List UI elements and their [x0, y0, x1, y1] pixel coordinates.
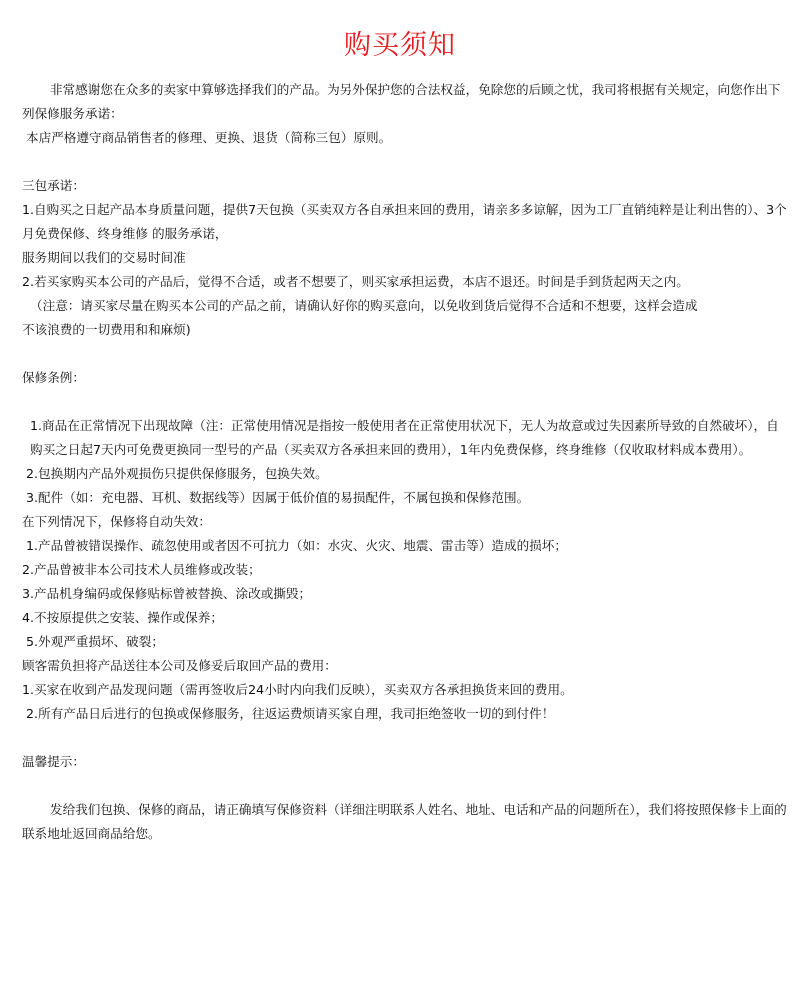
tips-paragraph: 发给我们包换、保修的商品，请正确填写保修资料（详细注明联系人姓名、地址、电话和产品的问题所在），我们将按照保修卡上面的联系地址返回商品给您。 — [22, 802, 787, 841]
void-item: 3.产品机身编码或保修贴标曾被替换、涂改或撕毁； — [22, 586, 312, 601]
fee-heading: 顾客需负担将产品送往本公司及修妥后取回产品的费用： — [22, 658, 337, 673]
sanbao-heading: 三包承诺： — [22, 178, 85, 193]
warranty-heading: 保修条例： — [22, 370, 85, 385]
page-title: 购买须知 — [344, 30, 456, 61]
sanbao-item-2: 2.若买家购买本公司的产品后，觉得不合适，或者不想要了，则买家承担运费，本店不退还。时间是手到货起两天之内。 — [22, 274, 689, 289]
fee-item: 2.所有产品日后进行的包换或保修服务，往返运费烦请买家自理，我司拒绝签收一切的到付件！ — [26, 706, 555, 721]
void-item: 5.外观严重损坏、破裂； — [26, 634, 164, 649]
void-heading: 在下列情况下，保修将自动失效： — [22, 514, 211, 529]
void-item: 1.产品曾被错误操作、疏忽使用或者因不可抗力（如：水灾、火灾、地震、雷击等）造成的损坏； — [26, 538, 567, 553]
sanbao-item-1: 1.自购买之日起产品本身质量问题，提供7天包换（买卖双方各自承担来回的费用，请亲多多谅解，因为工厂直销纯粹是让利出售的）、3个月免费保修、终身维修 的服务承诺， — [22, 202, 787, 241]
fee-item: 1.买家在收到产品发现问题（需再签收后24小时内向我们反映），买卖双方各承担换货来回的费用。 — [22, 682, 573, 697]
three-guarantees-principle: 本店严格遵守商品销售者的修理、更换、退货（简称三包）原则。 — [26, 130, 392, 145]
warranty-item-3: 3.配件（如：充电器、耳机、数据线等）因属于低价值的易损配件，不属包换和保修范围。 — [26, 490, 530, 505]
void-item: 2.产品曾被非本公司技术人员维修或改装； — [22, 562, 261, 577]
sanbao-note-line-1: （注意：请买家尽量在购买本公司的产品之前，请确认好你的购买意向，以免收到货后觉得不合适和不想要，这样会造成 — [30, 298, 698, 313]
warranty-item-2: 2.包换期内产品外观损伤只提供保修服务，包换失效。 — [26, 466, 328, 481]
intro-paragraph: 非常感谢您在众多的卖家中算够选择我们的产品。为另外保护您的合法权益，免除您的后顾之忧，我司将根据有关规定，向您作出下列保修服务承诺： — [22, 82, 781, 121]
document-body — [22, 78, 788, 846]
tips-heading: 温馨提示： — [22, 754, 85, 769]
sanbao-item-1-note: 服务期间以我们的交易时间准 — [22, 250, 186, 265]
sanbao-note-line-2: 不该浪费的一切费用和和麻烦) — [22, 322, 191, 337]
warranty-item-1: 1.商品在正常情况下出现故障（注：正常使用情况是指按一般使用者在正常使用状况下，无人为故意或过失因素所导致的自然破坏），自购买之日起7天内可免费更换同一型号的产品（买卖双方各承担来回的费用），1年内免费保修，终身维修（仅收取材料成本费用）。 — [30, 418, 779, 457]
void-item: 4.不按原提供之安装、操作或保养； — [22, 610, 223, 625]
